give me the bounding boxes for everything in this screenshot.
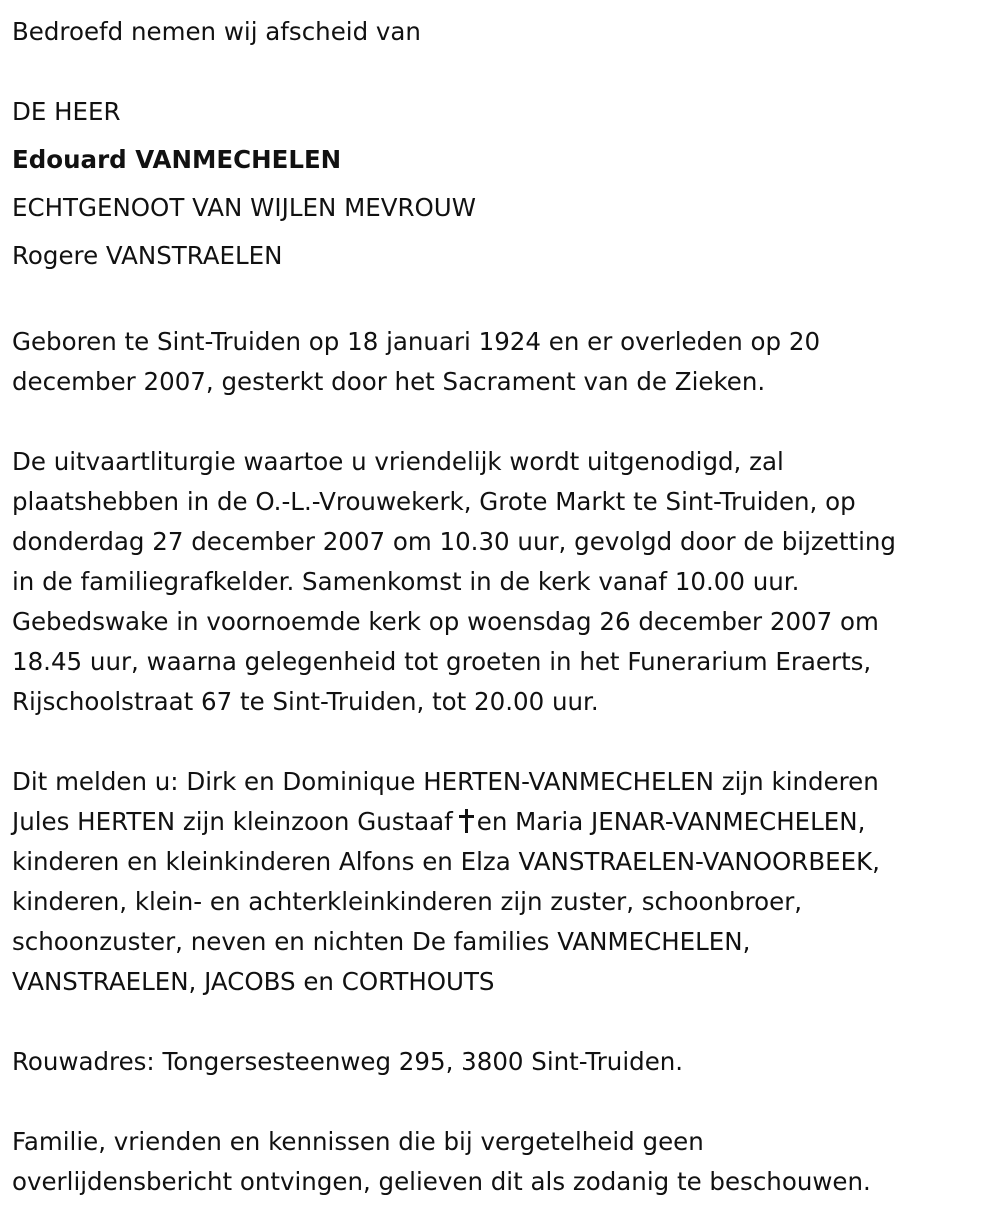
- closing-line: overlijdensbericht ontvingen, gelieven dit als zodanig te beschouwen.: [12, 1167, 871, 1196]
- deceased-title: DE HEER: [12, 97, 121, 126]
- funeral-line: 18.45 uur, waarna gelegenheid tot groeten in het Funerarium Eraerts,: [12, 647, 872, 676]
- deceased-relation: ECHTGENOOT VAN WIJLEN MEVROUW: [12, 193, 476, 222]
- family-line: VANSTRAELEN, JACOBS en CORTHOUTS: [12, 967, 495, 996]
- latin-cross-icon: [459, 809, 473, 833]
- address-paragraph: [12, 1042, 988, 1082]
- family-text: en Maria JENAR-VANMECHELEN,: [476, 807, 866, 836]
- funeral-line: De uitvaartliturgie waartoe u vriendelijk wordt uitgenodigd, zal: [12, 447, 784, 476]
- birth-death-line: Geboren te Sint-Truiden op 18 januari 1924 en er overleden op 20: [12, 327, 821, 356]
- family-paragraph: [12, 762, 988, 1002]
- closing-line: Familie, vrienden en kennissen die bij vergetelheid geen: [12, 1127, 704, 1156]
- mourning-address: Rouwadres: Tongersesteenweg 295, 3800 Sint-Truiden.: [12, 1047, 684, 1076]
- family-line: Dit melden u: Dirk en Dominique HERTEN-VANMECHELEN zijn kinderen: [12, 767, 879, 796]
- birth-death-paragraph: [12, 322, 988, 402]
- intro-text: Bedroefd nemen wij afscheid van: [12, 17, 421, 46]
- funeral-line: plaatshebben in de O.-L.-Vrouwekerk, Grote Markt te Sint-Truiden, op: [12, 487, 856, 516]
- spouse-name: Rogere VANSTRAELEN: [12, 241, 283, 270]
- deceased-name: Edouard VANMECHELEN: [12, 145, 342, 174]
- deceased-block: [12, 88, 988, 280]
- funeral-line: donderdag 27 december 2007 om 10.30 uur, gevolgd door de bijzetting: [12, 527, 896, 556]
- family-line: schoonzuster, neven en nichten De families VANMECHELEN,: [12, 927, 751, 956]
- funeral-paragraph: [12, 442, 988, 722]
- funeral-line: Gebedswake in voornoemde kerk op woensdag 26 december 2007 om: [12, 607, 879, 636]
- family-line: kinderen, klein- en achterkleinkinderen zijn zuster, schoonbroer,: [12, 887, 803, 916]
- birth-death-line: december 2007, gesterkt door het Sacrament van de Zieken.: [12, 367, 766, 396]
- closing-paragraph: [12, 1122, 988, 1202]
- family-line: kinderen en kleinkinderen Alfons en Elza VANSTRAELEN-VANOORBEEK,: [12, 847, 880, 876]
- family-text: Jules HERTEN zijn kleinzoon Gustaaf: [12, 807, 453, 836]
- funeral-line: in de familiegrafkelder. Samenkomst in de kerk vanaf 10.00 uur.: [12, 567, 800, 596]
- family-line: [12, 802, 988, 842]
- funeral-line: Rijschoolstraat 67 te Sint-Truiden, tot 20.00 uur.: [12, 687, 599, 716]
